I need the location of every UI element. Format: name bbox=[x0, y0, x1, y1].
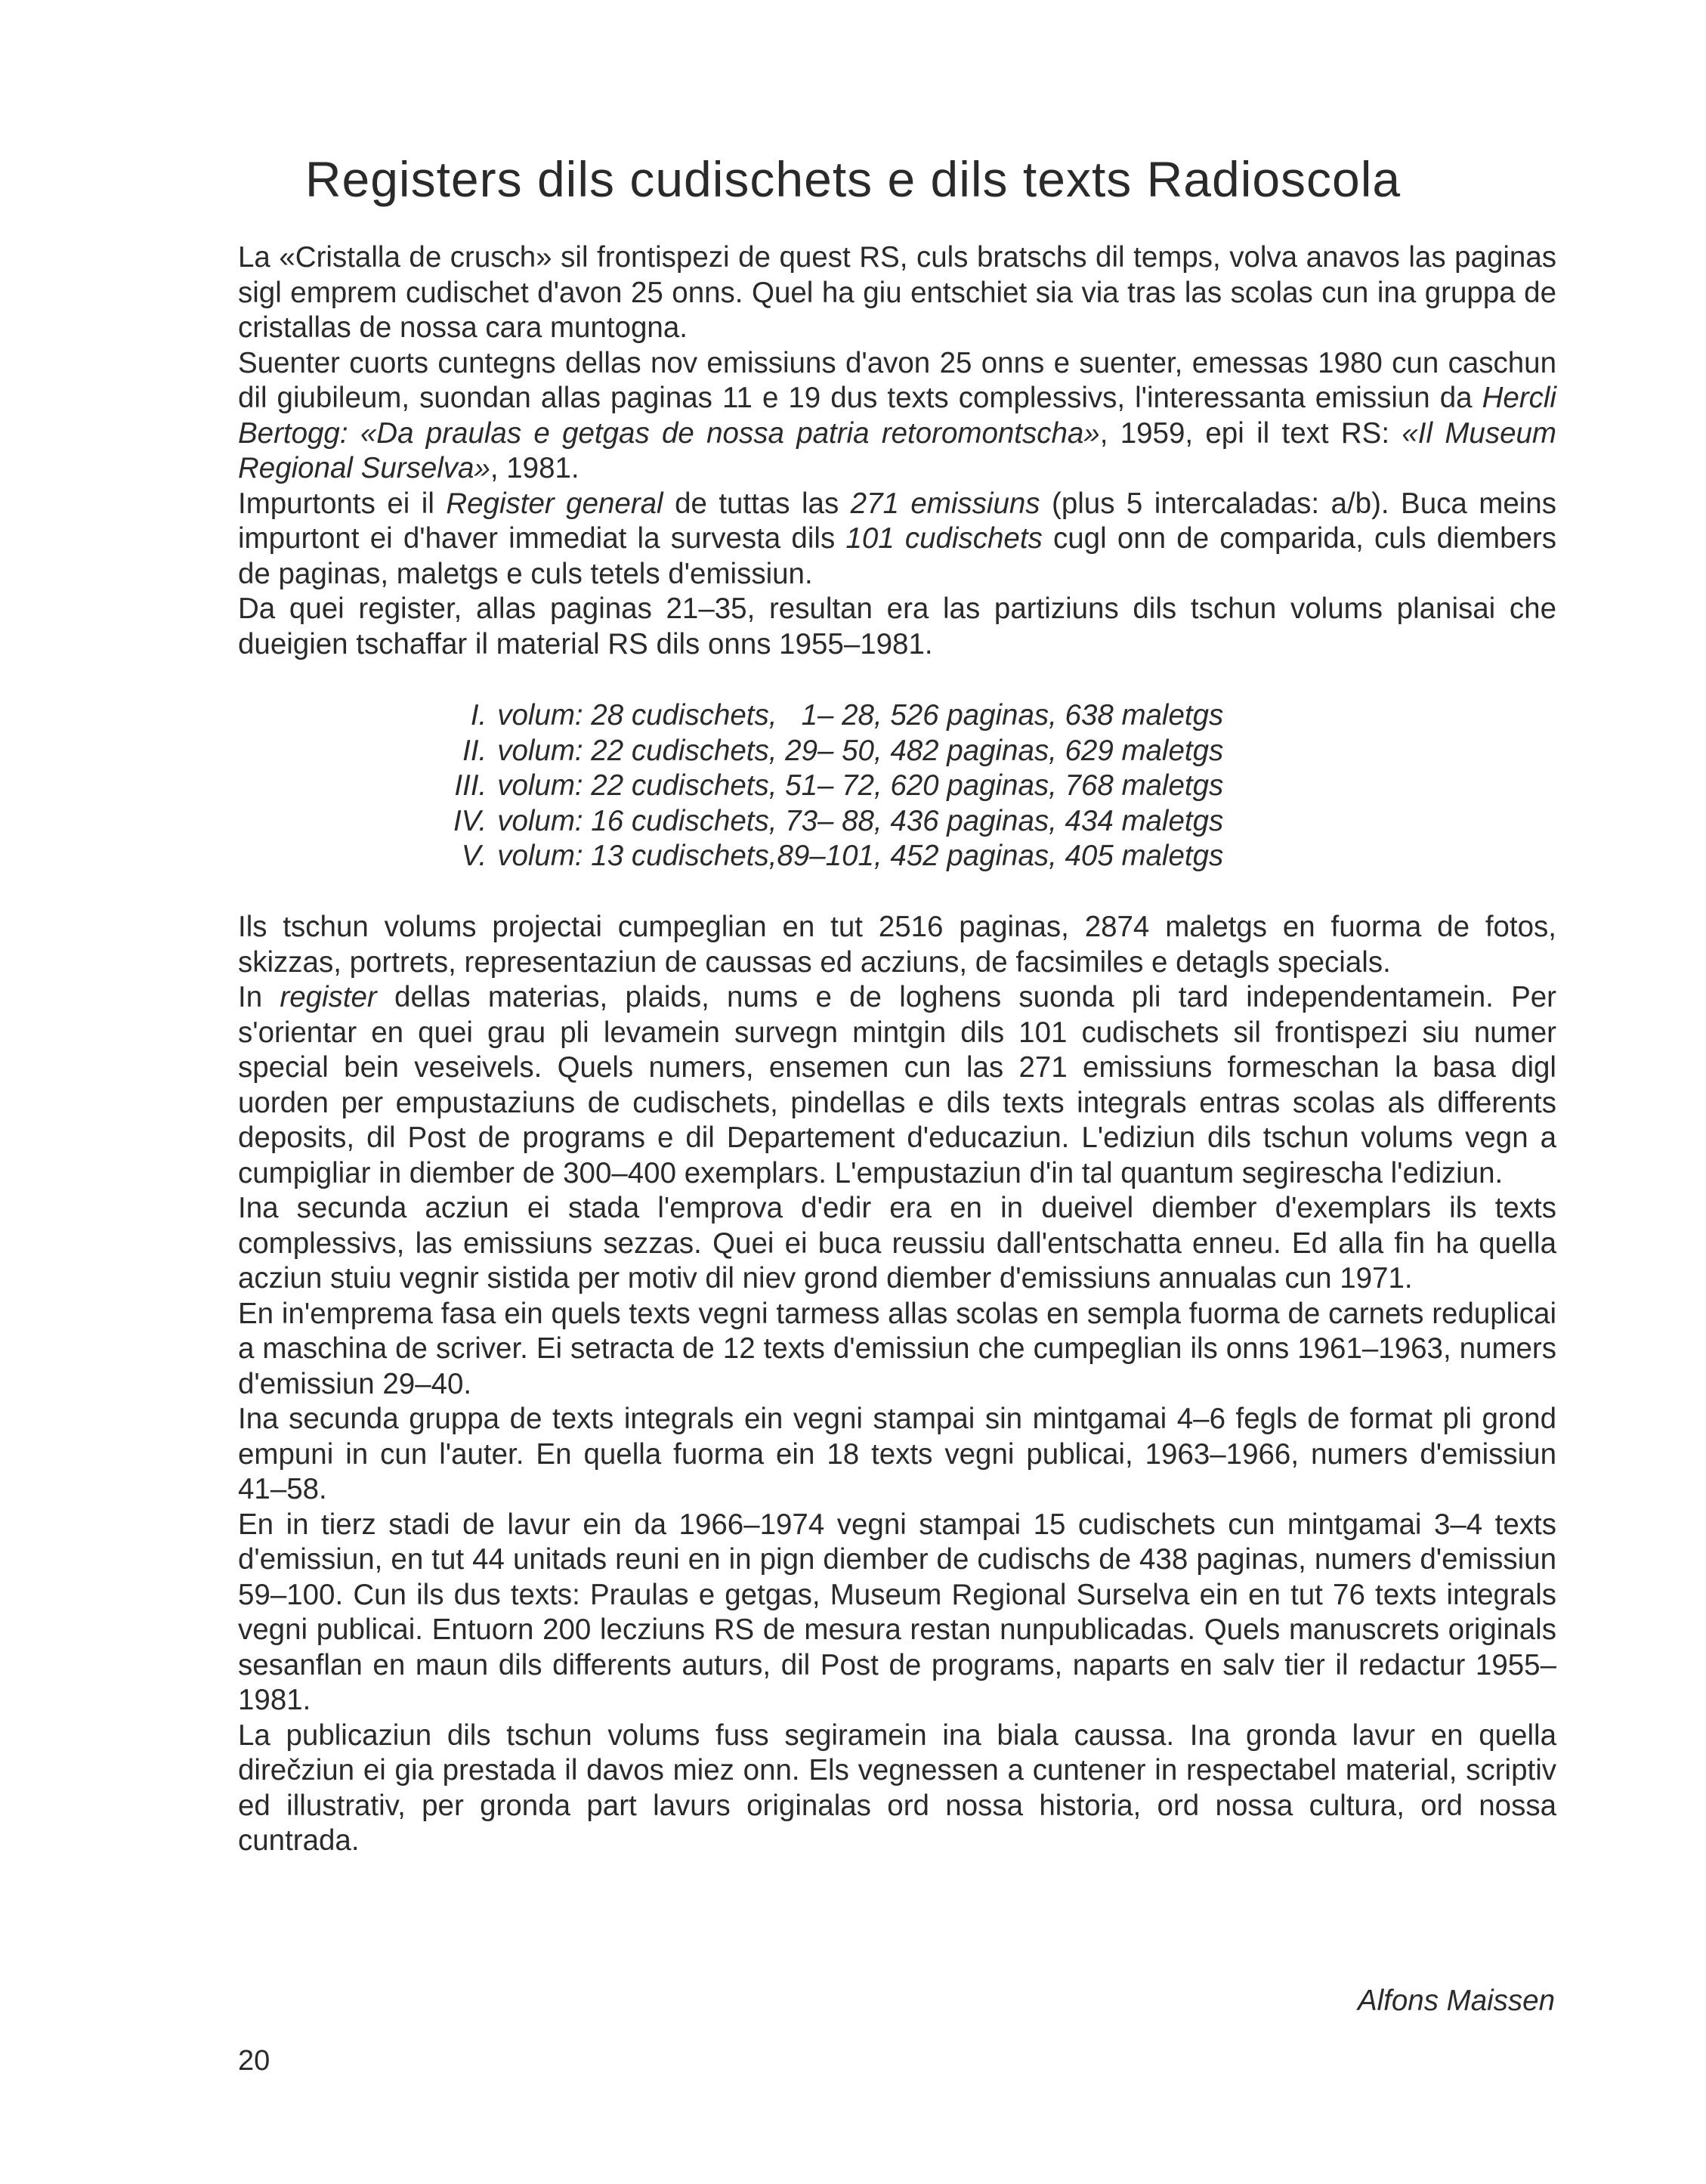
volume-number: I. bbox=[470, 699, 487, 732]
volume-range: 29– 50, bbox=[785, 734, 882, 767]
volume-row bbox=[453, 698, 1223, 734]
text-run: cugl onn de comparida, culs diembers de paginas, maletgs e culs tetels d'emissiun. bbox=[238, 522, 1556, 590]
text-run: , 1959, epi il text RS: bbox=[1099, 416, 1402, 450]
intro-paragraph-4: Da quei register, allas paginas 21–35, resultan era las partiziuns dils tschun volums planisai che dueigien tschaffar il material RS dils onns 1955–1981. bbox=[238, 592, 1556, 660]
author-signature: Alfons Maissen bbox=[1357, 1984, 1555, 2017]
volume-pages bbox=[882, 839, 1057, 874]
intro-paragraph-2 bbox=[238, 346, 1556, 487]
volume-label: volum: 28 cudischets, bbox=[497, 699, 777, 732]
italic-run: Register general bbox=[446, 487, 663, 520]
text-run: Suenter cuorts cuntegns dellas nov emissiuns d'avon 25 onns e suenter, emessas 1980 cun caschun dil giubileum, suondan allas paginas 11 e 19 dus texts complessivs, l'interessanta emissiun da bbox=[238, 346, 1556, 414]
intro-paragraph-1: La «Cristalla de crusch» sil frontispezi de quest RS, culs bratschs dil temps, volva anavos las paginas sigl emprem cudischet d'avon 25 onns. Quel ha giu entschiet sia via tras las scolas cun ina gruppa de cristallas de nossa cara muntogna. bbox=[238, 241, 1556, 344]
images-text: 768 maletgs bbox=[1065, 769, 1224, 802]
main-paragraph-5: Ina secunda gruppa de texts integrals ein vegni stampai sin mintgamai 4–6 fegls de format pli grond empuni in cun l'auter. En quella fuorma ein 18 texts vegni publicai, 1963–1966, numers d'emissiun 41–58. bbox=[238, 1403, 1556, 1505]
main-paragraph-6: En in tierz stadi de lavur ein da 1966–1974 vegni stampai 15 cudischets cun mintgamai 3–4 texts d'emissiun, en tut 44 unitads reuni en in pign diember de cudischs de 438 paginas, numers d'emissiun 59–100. Cun ils dus texts: Praulas e getgas, Museum Regional Surselva ein en tut 76 texts integrals vegni publicai. Entuorn 200 lecziuns RS de mesura restan nunpublicadas. Quels manuscrets originals sesanflan en maun dils differents auturs, dil Post de programs, naparts en salv tier il redactur 1955–1981. bbox=[238, 1508, 1556, 1716]
volume-label: volum: 22 cudischets, bbox=[497, 769, 777, 802]
volume-range: 89–101, bbox=[777, 840, 882, 872]
italic-run: Hercli Bertogg: «Da praulas e getgas de nossa patria retoromontscha» bbox=[238, 382, 1556, 450]
volume-pages bbox=[882, 698, 1057, 734]
volume-images bbox=[1057, 698, 1223, 734]
volume-row bbox=[453, 734, 1223, 769]
images-text: 638 maletgs bbox=[1065, 699, 1224, 732]
main-paragraph-3: Ina secunda acziun ei stada l'emprova d'edir era en in dueivel diember d'exemplars ils texts complessivs, las emissiuns sezzas. Quei ei buca reussiu dall'entschatta enneu. Ed alla fin ha quella acziun stuiu vegnir sistida per motiv dil niev grond diember d'emissiuns annualas cun 1971. bbox=[238, 1192, 1556, 1295]
main-section bbox=[238, 910, 1556, 1859]
volume-label: volum: 22 cudischets, bbox=[497, 734, 777, 767]
main-paragraph-1: Ils tschun volums projectai cumpeglian en tut 2516 paginas, 2874 maletgs en fuorma de fotos, skizzas, portrets, representaziun de caussas ed acziuns, de facsimiles e detagls specials. bbox=[238, 911, 1556, 979]
text-run: de tuttas las bbox=[663, 487, 851, 520]
text-run: dellas materias, plaids, nums e de loghens suonda pli tard independentamein. Per s'orientar en quei grau pli levamein survegn mintgin dils 101 cudischets sil frontispezi siu numer special bein veseivels. Quels numers, ensemen cun las 271 emissiuns formeschan la basa digl uorden per empustaziuns de cudischets, pindellas e dils texts integrals entras scolas als differents deposits, dil Post de programs e dil Departement d'educaziun. L'ediziun dils tschun volums vegn a cumpigliar in diember de 300–400 exemplars. L'empustaziun d'in tal quantum segirescha l'ediziun. bbox=[238, 981, 1556, 1189]
volume-images bbox=[1057, 804, 1223, 840]
volume-number: II. bbox=[462, 734, 487, 767]
text-run: (plus 5 intercaladas: a/b). Buca meins impurtont ei d'haver immediat la survesta dils bbox=[238, 487, 1556, 555]
volume-pages bbox=[882, 804, 1057, 840]
intro-paragraph-3 bbox=[238, 487, 1556, 592]
text-run: , 1981. bbox=[490, 452, 579, 484]
images-text: 629 maletgs bbox=[1065, 734, 1224, 767]
main-paragraph-7: La publicaziun dils tschun volums fuss segiramein ina biala caussa. Ina gronda lavur en quella direčziun ei gia prestada il davos miez onn. Els vegnessen a cuntener in respectabel material, scriptiv ed illustrativ, per gronda part lavurs originalas ord nossa historia, ord nossa cultura, ord nossa cuntrada. bbox=[238, 1718, 1556, 1857]
volume-number: V. bbox=[461, 840, 487, 872]
images-text: 434 maletgs bbox=[1065, 804, 1224, 837]
volume-pages bbox=[882, 734, 1057, 769]
volume-row bbox=[453, 839, 1223, 874]
volume-images bbox=[1057, 769, 1223, 804]
volume-label: volum: 16 cudischets, bbox=[497, 804, 777, 837]
volume-images bbox=[1057, 734, 1223, 769]
volume-row bbox=[453, 769, 1223, 804]
volume-range: 1– 28, bbox=[801, 699, 882, 732]
text-run: In bbox=[238, 981, 280, 1013]
pages-text: 452 paginas, bbox=[890, 840, 1057, 872]
main-paragraph-4: En in'emprema fasa ein quels texts vegni tarmess allas scolas en sempla fuorma de carnets reduplicai a maschina de scriver. Ei setracta de 12 texts d'emissiun che cumpeglian ils onns 1961–1963, numers d'emissiun 29–40. bbox=[238, 1297, 1556, 1400]
page-number: 20 bbox=[238, 2045, 270, 2077]
italic-run: 101 cudischets bbox=[845, 522, 1043, 555]
volumes-table bbox=[453, 698, 1223, 874]
pages-text: 436 paginas, bbox=[890, 804, 1057, 837]
volume-range: 51– 72, bbox=[785, 769, 882, 802]
text-run: Impurtonts ei il bbox=[238, 487, 447, 520]
volume-number: III. bbox=[454, 769, 487, 802]
pages-text: 482 paginas, bbox=[890, 734, 1057, 767]
volume-number: IV. bbox=[453, 804, 487, 837]
italic-run: register bbox=[280, 981, 377, 1013]
page-title: Registers dils cudischets e dils texts Radioscola bbox=[304, 151, 1402, 207]
volume-range: 73– 88, bbox=[785, 804, 882, 837]
pages-text: 620 paginas, bbox=[890, 769, 1057, 802]
volume-label: volum: 13 cudischets, bbox=[497, 840, 777, 872]
italic-run: 271 emissiuns bbox=[850, 487, 1040, 520]
volume-row bbox=[453, 804, 1223, 840]
intro-section bbox=[238, 240, 1556, 662]
images-text: 405 maletgs bbox=[1065, 840, 1224, 872]
volume-pages bbox=[882, 769, 1057, 804]
italic-run: «Il Museum Regional Surselva» bbox=[238, 416, 1556, 484]
volume-images bbox=[1057, 839, 1223, 874]
volumes-list bbox=[453, 698, 1223, 874]
main-paragraph-2 bbox=[238, 980, 1556, 1191]
pages-text: 526 paginas, bbox=[890, 699, 1057, 732]
